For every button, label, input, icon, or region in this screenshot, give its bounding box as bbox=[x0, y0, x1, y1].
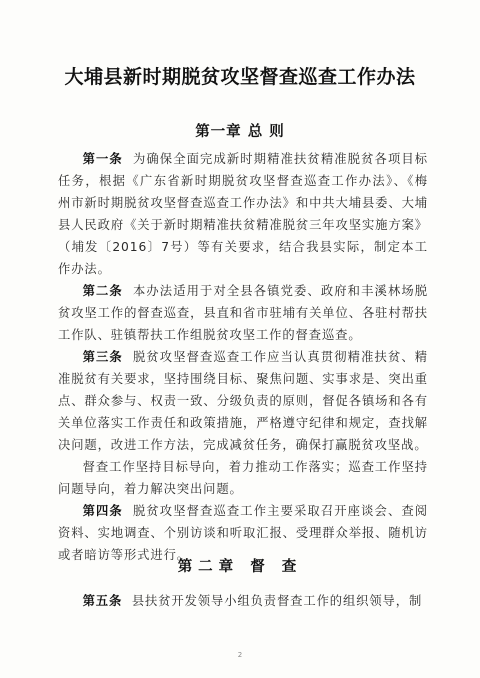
article-3 bbox=[58, 346, 428, 456]
chapter-2-heading: 第二章 督 查 bbox=[177, 559, 303, 575]
article-text: 为确保全面完成新时期精准扶贫精准脱贫各项目标任务，根据《广东省新时期脱贫攻坚督查巡查工作办法》、《梅州市新时期脱贫攻坚督查巡查工作办法》和中共大埔县委、大埔县人民政府《关于新时期精准扶贫精准脱贫三年攻坚实施方案》（埔发〔2016〕7号）等有关要求，结合我县实际，制定本工作办法。 bbox=[58, 152, 428, 276]
article-label: 第三条 bbox=[82, 350, 123, 364]
article-label: 第四条 bbox=[82, 504, 123, 518]
article-label: 第一条 bbox=[82, 152, 123, 166]
document-title: 大埔县新时期脱贫攻坚督查巡查工作办法 bbox=[64, 66, 416, 88]
article-5 bbox=[58, 590, 428, 612]
article-2 bbox=[58, 280, 428, 346]
chapter-2-body bbox=[58, 590, 428, 612]
page-number: 2 bbox=[237, 651, 243, 659]
chapter-1-body bbox=[58, 148, 428, 566]
article-text: 本办法适用于对全县各镇党委、政府和丰溪林场脱贫攻坚工作的督查巡查，县直和省市驻埔有关单位、各驻村帮扶工作队、驻镇帮扶工作组脱贫攻坚工作的督查巡查。 bbox=[58, 284, 428, 342]
article-text: 脱贫攻坚督查巡查工作应当认真贯彻精准扶贫、精准脱贫有关要求，坚持围绕目标、聚焦问题、实事求是、突出重点、群众参与、权责一致、分级负责的原则，督促各镇场和各有关单位落实工作责任和政策措施，严格遵守纪律和规定，查找解决问题，改进工作方法，完成减贫任务，确保打赢脱贫攻坚战。 bbox=[58, 350, 428, 452]
chapter-1-heading: 第一章 总 则 bbox=[195, 124, 285, 140]
article-label: 第五条 bbox=[82, 594, 123, 608]
article-3-continuation bbox=[58, 456, 428, 500]
article-text: 督查工作坚持目标导向，着力推动工作落实；巡查工作坚持问题导向，着力解决突出问题。 bbox=[58, 460, 428, 496]
article-label: 第二条 bbox=[82, 284, 123, 298]
article-text: 脱贫攻坚督查巡查工作主要采取召开座谈会、查阅资料、实地调查、个别访谈和听取汇报、受理群众举报、随机访或者暗访等形式进行。 bbox=[58, 504, 428, 562]
article-text: 县扶贫开发领导小组负责督查工作的组织领导，制 bbox=[131, 594, 423, 608]
article-1 bbox=[58, 148, 428, 280]
